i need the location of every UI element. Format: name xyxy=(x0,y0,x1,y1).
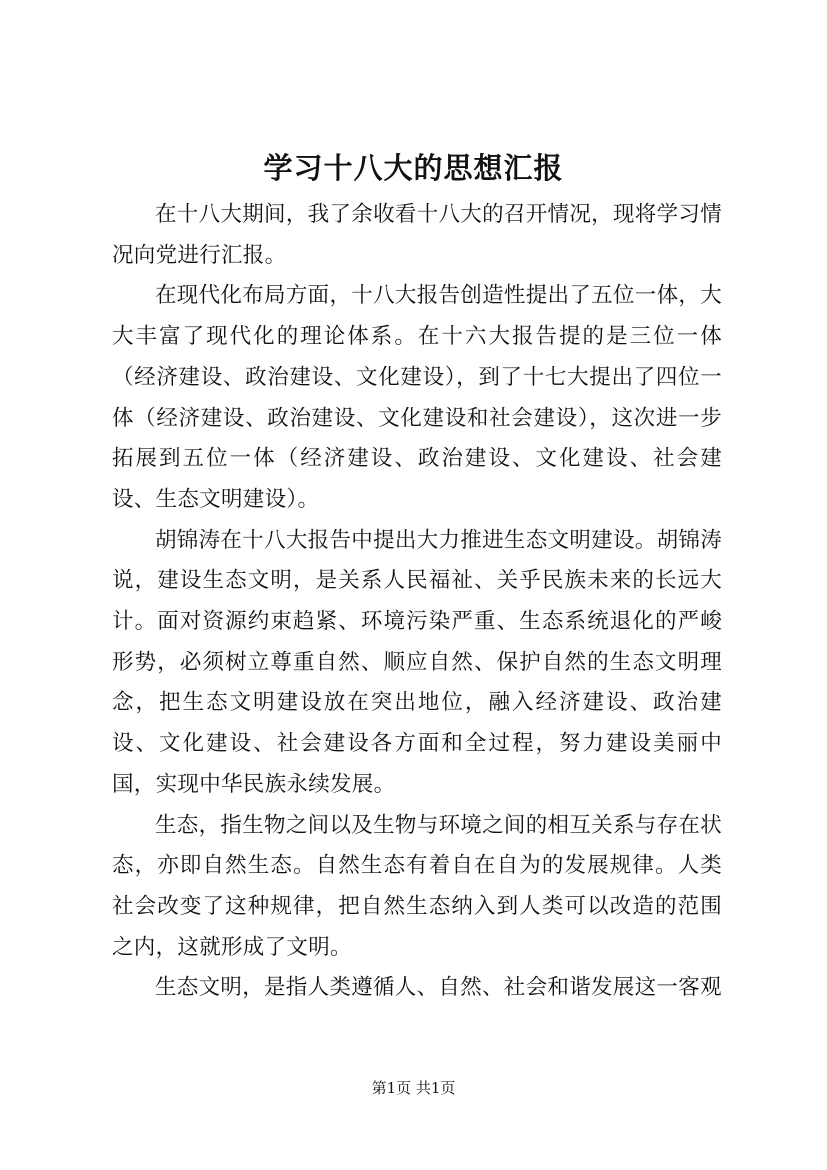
document-body xyxy=(112,195,722,1009)
paragraph-2: 在现代化布局方面，十八大报告创造性提出了五位一体，大大丰富了现代化的理论体系。在十六大报告提的是三位一体（经济建设、政治建设、文化建设），到了十七大提出了四位一体（经济建设、政治建设、文化建设和社会建设），这次进一步拓展到五位一体（经济建设、政治建设、文化建设、社会建设、生态文明建设）。 xyxy=(112,283,722,512)
page-footer: 第1页 共1页 xyxy=(371,1079,456,1097)
document-title: 学习十八大的思想汇报 xyxy=(263,151,564,185)
paragraph-1: 在十八大期间，我了余收看十八大的召开情况，现将学习情况向党进行汇报。 xyxy=(112,202,722,268)
paragraph-4: 生态，指生物之间以及生物与环境之间的相互关系与存在状态，亦即自然生态。自然生态有着自在自为的发展规律。人类社会改变了这种规律，把自然生态纳入到人类可以改造的范围之内，这就形成了文明。 xyxy=(112,812,722,960)
paragraph-3: 胡锦涛在十八大报告中提出大力推进生态文明建设。胡锦涛说，建设生态文明，是关系人民福祉、关乎民族未来的长远大计。面对资源约束趋紧、环境污染严重、生态系统退化的严峻形势，必须树立尊重自然、顺应自然、保护自然的生态文明理念，把生态文明建设放在突出地位，融入经济建设、政治建设、文化建设、社会建设各方面和全过程，努力建设美丽中国，实现中华民族永续发展。 xyxy=(112,527,722,797)
paragraph-5: 生态文明，是指人类遵循人、自然、社会和谐发展这一客观 xyxy=(155,975,722,1001)
